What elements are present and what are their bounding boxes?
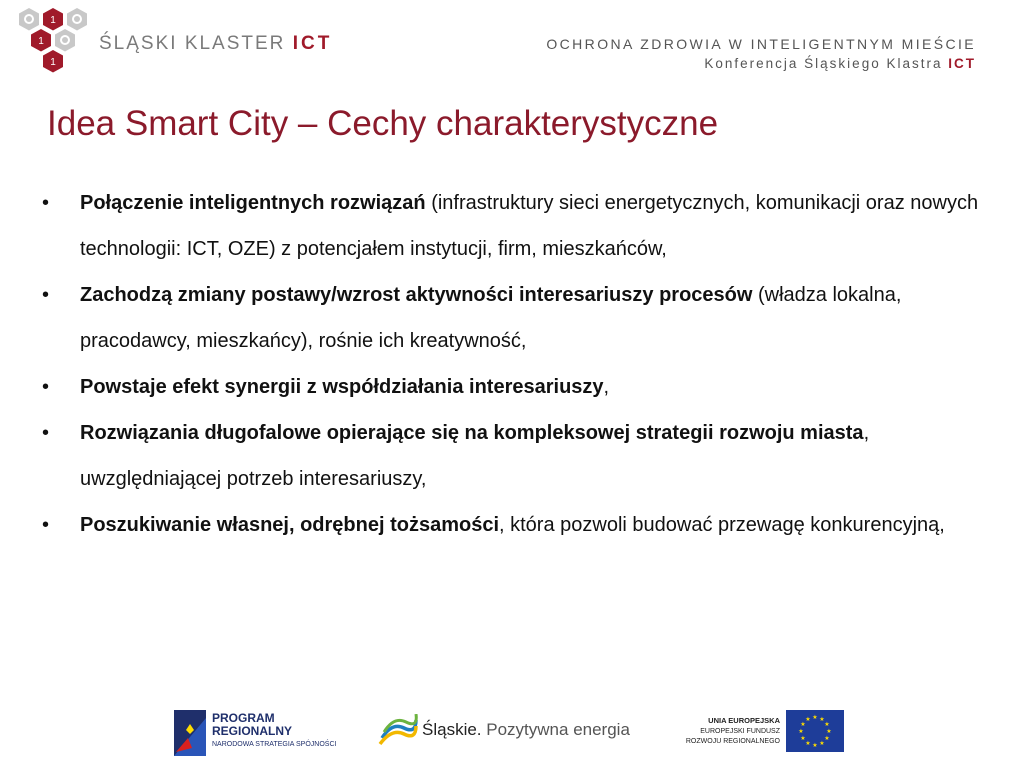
klaster-logo <box>12 6 352 92</box>
bullet-bold: Zachodzą zmiany postawy/wzrost aktywności interesariuszy procesów <box>80 284 753 306</box>
conference-subtitle-text: Konferencja Śląskiego Klastra <box>704 56 943 71</box>
program-line2: REGIONALNY <box>212 724 293 738</box>
eu-flag-icon <box>786 710 844 752</box>
slaskie-slogan: Pozytywna energia <box>486 720 630 739</box>
bullet-dot-icon: • <box>42 422 50 444</box>
bullet-item <box>42 410 982 502</box>
hexagon-logo-icon <box>12 6 102 92</box>
conference-header <box>546 34 976 74</box>
conference-subtitle <box>546 54 976 74</box>
program-regionalny-logo <box>172 708 342 758</box>
svg-text:★: ★ <box>826 728 832 735</box>
bullet-dot-icon: • <box>42 192 50 214</box>
bullet-bold: Powstaje efekt synergii z współdziałania interesariuszy <box>80 376 604 398</box>
bullet-text: , która pozwoli budować przewagę konkurencyjną, <box>499 514 945 536</box>
slaskie-logo <box>378 714 658 748</box>
bullet-bold: Rozwiązania długofalowe opierające się na kompleksowej strategii rozwoju miasta <box>80 422 864 444</box>
bullet-dot-icon: • <box>42 514 50 536</box>
svg-text:★: ★ <box>812 742 818 749</box>
svg-text:★: ★ <box>824 735 830 742</box>
svg-text:★: ★ <box>800 735 806 742</box>
bullet-text: , <box>603 376 610 398</box>
bullet-dot-icon: • <box>42 284 50 306</box>
logo-ict: ICT <box>292 33 333 54</box>
program-title <box>212 712 292 738</box>
bullet-list <box>42 180 982 548</box>
conference-ict: ICT <box>948 56 976 71</box>
svg-text:★: ★ <box>805 740 811 747</box>
bullet-text: (władza lokalna, pracodawcy, mieszkańcy), rośnie ich kreatywność, <box>80 284 902 352</box>
bullet-item <box>42 364 982 410</box>
svg-text:★: ★ <box>824 721 830 728</box>
bullet-bold: Połączenie inteligentnych rozwiązań <box>80 192 426 214</box>
logo-name: ŚLĄSKI KLASTER <box>99 33 286 54</box>
hex-digit: 1 <box>38 36 44 47</box>
bullet-item <box>42 272 982 364</box>
bullet-text: , uwzględniającej potrzeb interesariuszy, <box>80 422 870 490</box>
slaskie-waves-icon <box>378 714 418 748</box>
svg-text:★: ★ <box>798 728 804 735</box>
bullet-item <box>42 180 982 272</box>
svg-text:★: ★ <box>805 716 811 723</box>
svg-text:★: ★ <box>800 721 806 728</box>
slaskie-name: Śląskie. <box>422 720 482 739</box>
slaskie-text <box>422 720 630 740</box>
program-regionalny-icon <box>172 708 208 758</box>
bullet-item <box>42 502 982 548</box>
eu-line3: ROZWOJU REGIONALNEGO <box>685 738 780 745</box>
svg-text:★: ★ <box>819 716 825 723</box>
program-subtitle: NARODOWA STRATEGIA SPÓJNOŚCI <box>212 741 337 748</box>
slide-title: Idea Smart City – Cechy charakterystyczne <box>47 104 719 143</box>
svg-text:★: ★ <box>819 740 825 747</box>
footer-logos <box>0 700 1024 768</box>
eu-logo <box>676 710 851 756</box>
conference-title: OCHRONA ZDROWIA W INTELIGENTNYM MIEŚCIE <box>546 36 976 52</box>
svg-text:★: ★ <box>812 714 818 721</box>
hex-digit: 1 <box>50 57 56 68</box>
bullet-text: (infrastruktury sieci energetycznych, komunikacji oraz nowych technologii: ICT, OZE) z potencjałem instytucji, firm, mieszkańców, <box>80 192 979 260</box>
eu-line2: EUROPEJSKI FUNDUSZ <box>700 728 780 735</box>
bullet-bold: Poszukiwanie własnej, odrębnej tożsamości <box>80 514 500 536</box>
eu-text <box>676 716 780 747</box>
bullet-dot-icon: • <box>42 376 50 398</box>
eu-line1: UNIA EUROPEJSKA <box>708 716 780 725</box>
program-line1: PROGRAM <box>212 711 275 725</box>
logo-text <box>99 33 332 55</box>
hex-digit: 1 <box>50 15 56 26</box>
